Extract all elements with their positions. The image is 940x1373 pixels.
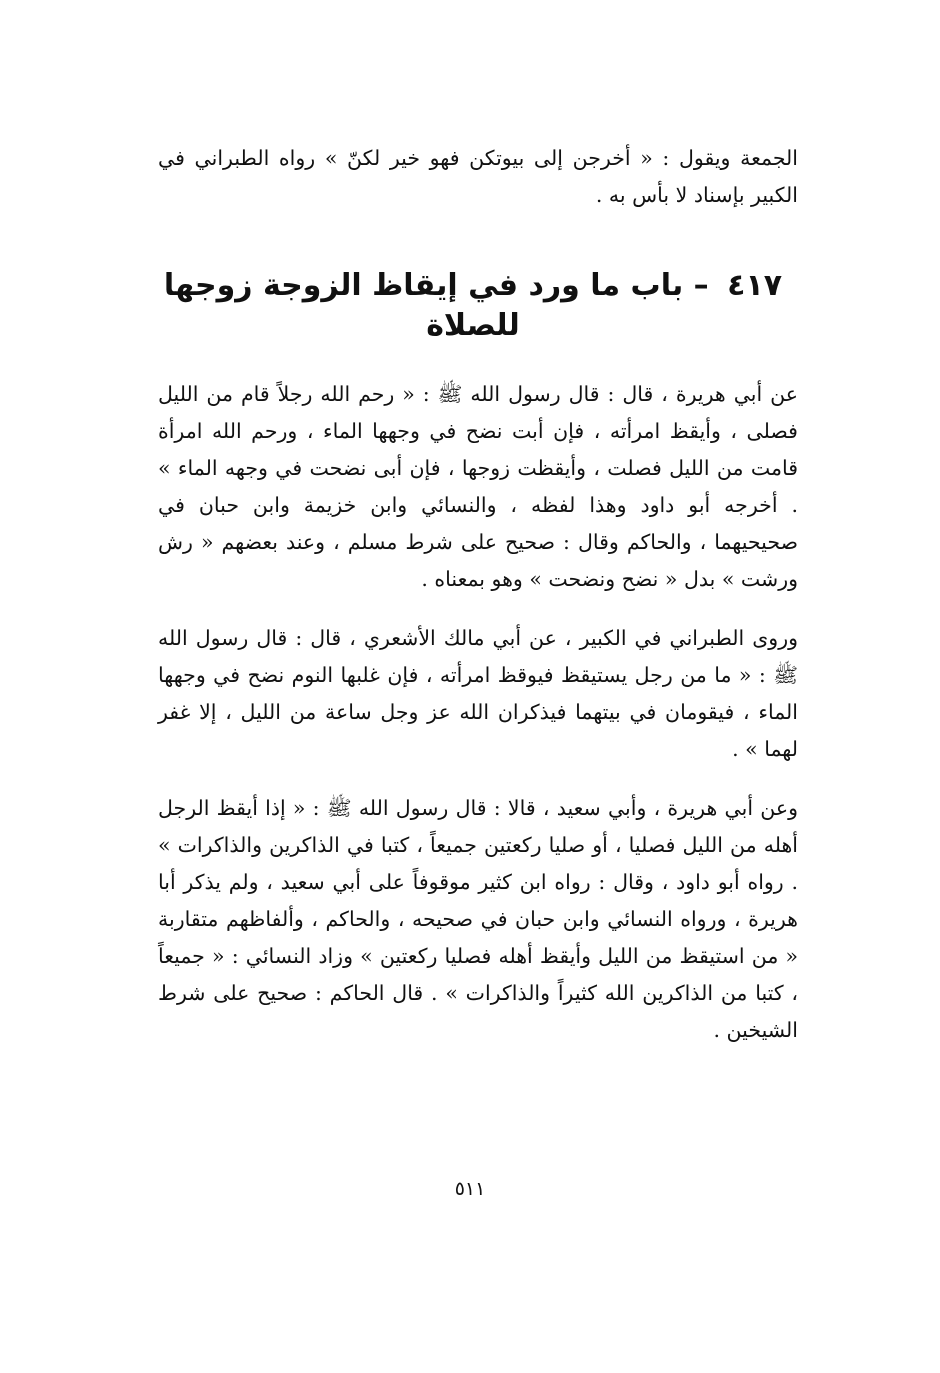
paragraph-gap [158,768,798,790]
chapter-title: – باب ما ورد في إيقاظ الزوجة زوجها للصلاة [163,268,709,343]
page-body [158,140,798,1049]
paragraph-gap [158,598,798,620]
paragraph-1: عن أبي هريرة ، قال : قال رسول الله ﷺ : « رحم الله رجلاً قام من الليل فصلى ، وأيقظ امرأته ، فإن أبت نضح في وجهها الماء ، ورحم الله امرأة قامت من الليل فصلت ، وأيقظت زوجها ، فإن أبى نضحت في وجهه الماء » . أخرجه أبو داود وهذا لفظه ، والنسائي وابن خزيمة وابن حبان في صحيحيهما ، والحاكم وقال : صحيح على شرط مسلم ، وعند بعضهم « رش ورشت » بدل « نضح ونضحت » وهو بمعناه . [158,382,798,591]
paragraph-2: وروى الطبراني في الكبير ، عن أبي مالك الأشعري ، قال : قال رسول الله ﷺ : « ما من رجل يستيقظ فيوقظ امرأته ، فإن غلبها النوم نضح في وجهها الماء ، فيقومان في بيتهما فيذكران الله عز وجل ساعة من الليل ، إلا غفر لهما » . [158,626,798,761]
chapter-heading [158,266,798,346]
paragraph-3: وعن أبي هريرة ، وأبي سعيد ، قالا : قال رسول الله ﷺ : « إذا أيقظ الرجل أهله من الليل فصليا ، أو صليا ركعتين جميعاً ، كتبا في الذاكرين والذاكرات » . رواه أبو داود ، وقال : رواه ابن كثير موقوفاً على أبي سعيد ، ولم يذكر أبا هريرة ، ورواه النسائي وابن حبان في صحيحه ، والحاكم ، وألفاظهم متقاربة « من استيقظ من الليل وأيقظ أهله فصليا ركعتين » وزاد النسائي : « جميعاً ، كتبا من الذاكرين الله كثيراً والذاكرات » . قال الحاكم : صحيح على شرط الشيخين . [158,796,798,1042]
chapter-number: ٤١٧ [727,268,783,303]
page-number: ٥١١ [454,1178,486,1200]
intro-paragraph: الجمعة ويقول : « أخرجن إلى بيوتكن فهو خير لكنّ » رواه الطبراني في الكبير بإسناد لا بأس به . [158,146,798,207]
